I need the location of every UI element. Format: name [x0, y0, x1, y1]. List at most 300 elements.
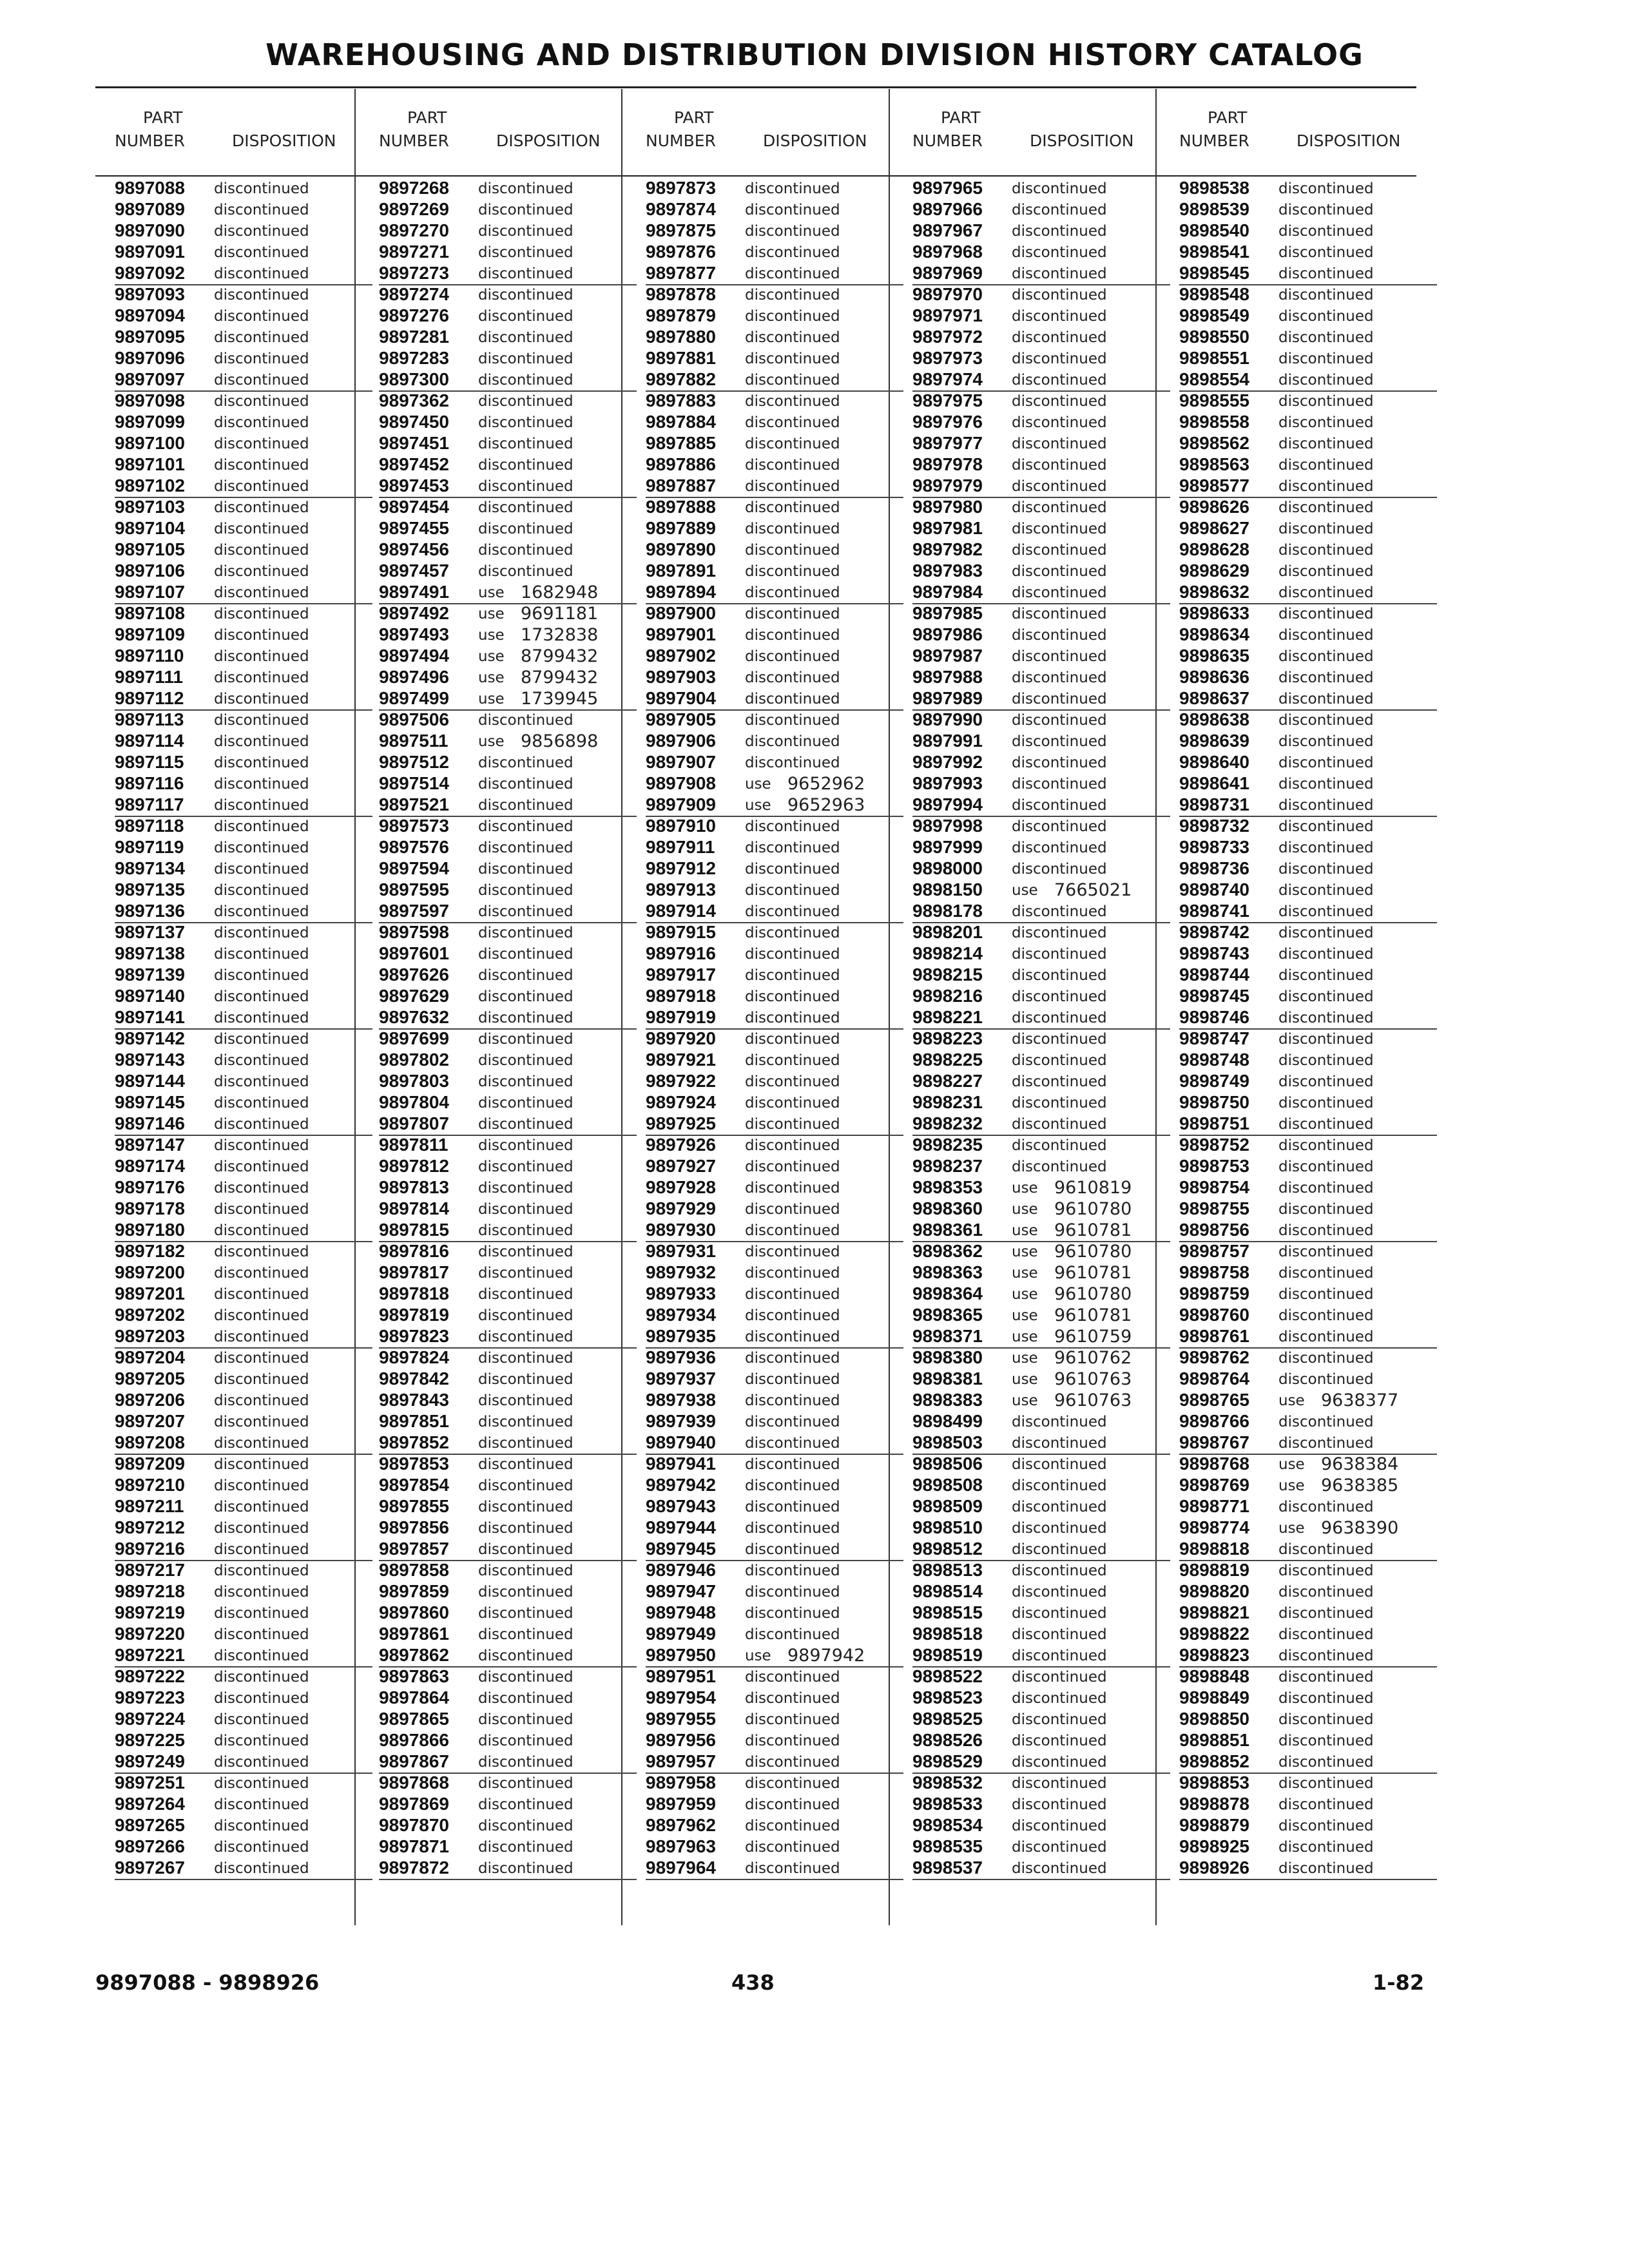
part-number: 9898641: [1179, 773, 1250, 793]
disposition-text: discontinued: [1012, 478, 1107, 495]
disposition-text: discontinued: [1012, 414, 1107, 431]
part-number: 9897918: [646, 986, 717, 1006]
disposition: [214, 329, 309, 346]
disposition: [1278, 244, 1374, 261]
disposition-text: discontinued: [1012, 1541, 1107, 1558]
part-number: 9898237: [912, 1156, 983, 1176]
table-row: [1179, 773, 1437, 794]
table-row: [115, 582, 372, 604]
disposition: [1012, 691, 1107, 707]
table-row: [912, 646, 1170, 667]
part-number: 9897116: [115, 773, 184, 793]
table-row: [1179, 1517, 1437, 1539]
disposition: [214, 1754, 309, 1771]
table-row: [379, 879, 637, 901]
table-row: [379, 986, 637, 1007]
part-number: 9897911: [646, 837, 715, 857]
table-row: [1179, 1836, 1437, 1858]
column-header-part: PART: [674, 108, 714, 127]
disposition: [214, 223, 309, 240]
disposition: [214, 1711, 309, 1728]
disposition-text: discontinued: [478, 1711, 574, 1728]
table-row: [912, 561, 1170, 582]
disposition: [478, 1435, 574, 1452]
part-number: 9897104: [115, 518, 186, 538]
disposition-text: discontinued: [1012, 946, 1107, 963]
disposition-text: use: [478, 733, 505, 750]
replacement-part-number: 9610763: [1054, 1369, 1132, 1389]
part-number: 9897964: [646, 1858, 717, 1878]
part-number: 9897601: [379, 943, 450, 963]
disposition: [478, 1477, 574, 1494]
disposition: [214, 1307, 309, 1324]
disposition-text: discontinued: [1278, 627, 1374, 644]
part-number: 9897994: [912, 794, 983, 814]
disposition-text: discontinued: [1012, 1754, 1107, 1771]
disposition-text: discontinued: [478, 1222, 574, 1239]
part-number: 9897928: [646, 1177, 717, 1197]
disposition: [1278, 967, 1374, 984]
table-row: [912, 1071, 1170, 1092]
disposition-text: discontinued: [478, 1669, 574, 1686]
table-row: [1179, 1007, 1437, 1030]
disposition-text: use: [1012, 1222, 1038, 1239]
disposition: [745, 925, 840, 941]
disposition-text: use: [1012, 1244, 1038, 1260]
disposition: [1278, 988, 1374, 1005]
disposition: [214, 1031, 309, 1048]
disposition-text: discontinued: [745, 287, 840, 303]
table-row: [379, 1666, 637, 1687]
disposition-text: discontinued: [214, 1541, 309, 1558]
table-row: [646, 1645, 903, 1667]
part-number: 9898733: [1179, 837, 1250, 857]
disposition-text: discontinued: [1278, 1775, 1374, 1792]
part-number: 9898746: [1179, 1007, 1250, 1027]
disposition-text: discontinued: [1278, 1733, 1374, 1749]
column-header-disposition: DISPOSITION: [1296, 131, 1401, 150]
disposition-text: discontinued: [1012, 797, 1107, 814]
disposition-text: discontinued: [1012, 372, 1107, 389]
disposition-text: discontinued: [1012, 1095, 1107, 1111]
part-number: 9897521: [379, 794, 450, 814]
part-number: 9898774: [1179, 1517, 1250, 1537]
disposition: [1012, 1818, 1107, 1834]
disposition-text: discontinued: [214, 1775, 309, 1792]
disposition: [478, 202, 574, 218]
disposition: [1278, 1839, 1374, 1856]
table-row: [912, 1687, 1170, 1709]
disposition: [214, 1733, 309, 1749]
disposition: [745, 1690, 840, 1707]
part-number: 9898629: [1179, 561, 1250, 581]
part-number: 9897102: [115, 476, 186, 495]
table-row: [912, 1113, 1170, 1136]
disposition-text: discontinued: [214, 1010, 309, 1026]
disposition-text: discontinued: [214, 1350, 309, 1367]
table-row: [379, 1135, 637, 1156]
disposition-text: discontinued: [478, 287, 574, 303]
disposition: [1012, 351, 1107, 367]
table-row: [912, 454, 1170, 476]
column-header-number: NUMBER: [1179, 131, 1249, 150]
part-number: 9897176: [115, 1177, 186, 1197]
disposition: [478, 1414, 574, 1430]
disposition-text: discontinued: [214, 967, 309, 984]
part-number: 9897859: [379, 1581, 450, 1601]
disposition-text: discontinued: [478, 436, 574, 452]
disposition-text: discontinued: [1012, 202, 1107, 218]
disposition-text: discontinued: [1278, 1839, 1374, 1856]
table-row: [646, 1283, 903, 1305]
disposition-text: discontinued: [745, 436, 840, 452]
table-row: [379, 518, 637, 539]
disposition-text: discontinued: [745, 903, 840, 920]
part-number: 9898526: [912, 1730, 983, 1750]
part-number: 9898523: [912, 1687, 983, 1707]
disposition-text: discontinued: [214, 797, 309, 814]
table-row: [115, 752, 372, 773]
disposition-text: discontinued: [1012, 1137, 1107, 1154]
disposition-text: discontinued: [1278, 1605, 1374, 1622]
part-number: 9897843: [379, 1390, 450, 1410]
replacement-part-number: 9610780: [1054, 1284, 1132, 1304]
disposition: [1012, 372, 1107, 389]
disposition-text: discontinued: [214, 265, 309, 282]
table-row: [646, 220, 903, 242]
part-number: 9897858: [379, 1560, 450, 1580]
part-number: 9897597: [379, 901, 450, 921]
disposition-text: discontinued: [478, 1626, 574, 1643]
part-number: 9897216: [115, 1539, 186, 1559]
part-number: 9897099: [115, 412, 186, 432]
disposition: [1012, 1435, 1107, 1452]
table-row: [115, 1836, 372, 1858]
disposition-text: discontinued: [1278, 457, 1374, 474]
disposition-text: discontinued: [214, 606, 309, 622]
disposition: [214, 1180, 309, 1196]
table-row: [912, 1050, 1170, 1071]
disposition-text: discontinued: [214, 351, 309, 367]
disposition-text: discontinued: [214, 563, 309, 580]
disposition-text: use: [1278, 1456, 1305, 1473]
disposition: [478, 1456, 574, 1473]
part-number: 9898639: [1179, 731, 1250, 751]
disposition: [214, 1116, 309, 1133]
table-row: [912, 305, 1170, 327]
part-number: 9897986: [912, 624, 983, 644]
disposition: [214, 1477, 309, 1494]
table-row: [1179, 1390, 1437, 1411]
disposition: [1012, 1562, 1107, 1579]
part-number: 9897137: [115, 922, 186, 942]
disposition-text: discontinued: [745, 223, 840, 240]
disposition-text: discontinued: [478, 1860, 574, 1877]
disposition-text: discontinued: [1012, 1690, 1107, 1707]
disposition-text: discontinued: [1278, 882, 1374, 899]
part-number: 9897943: [646, 1496, 717, 1516]
part-number: 9898371: [912, 1326, 983, 1346]
table-row: [646, 1773, 903, 1794]
disposition-text: discontinued: [745, 1562, 840, 1579]
replacement-part-number: 9610781: [1054, 1305, 1132, 1325]
table-row: [646, 1411, 903, 1432]
table-row: [1179, 1751, 1437, 1774]
part-number: 9897856: [379, 1517, 450, 1537]
table-row: [115, 1496, 372, 1517]
part-number: 9897804: [379, 1092, 450, 1112]
table-row: [646, 603, 903, 624]
part-number: 9897940: [646, 1432, 717, 1452]
disposition: [745, 967, 840, 984]
part-number: 9897938: [646, 1390, 717, 1410]
disposition-text: discontinued: [745, 1244, 840, 1260]
disposition-text: discontinued: [745, 1286, 840, 1303]
disposition: [478, 1520, 574, 1537]
part-number: 9897457: [379, 561, 450, 581]
disposition: [478, 542, 574, 559]
table-row: [115, 603, 372, 624]
table-row: [379, 1517, 637, 1539]
part-number: 9897876: [646, 242, 717, 262]
disposition-text: discontinued: [478, 542, 574, 559]
table-row: [646, 1092, 903, 1113]
part-number: 9897220: [115, 1624, 186, 1644]
disposition-text: discontinued: [214, 308, 309, 325]
table-row: [115, 1858, 372, 1880]
disposition: [214, 1414, 309, 1430]
table-row: [646, 1815, 903, 1836]
part-number: 9897499: [379, 688, 450, 708]
disposition-text: discontinued: [745, 1499, 840, 1515]
part-number: 9897092: [115, 263, 186, 283]
disposition: [478, 1562, 574, 1579]
disposition: [478, 712, 574, 729]
disposition: [745, 627, 840, 644]
part-number: 9898540: [1179, 220, 1250, 240]
disposition: [1012, 1369, 1132, 1389]
part-number: 9897819: [379, 1305, 450, 1325]
part-number: 9897105: [115, 539, 186, 559]
disposition: [745, 1095, 840, 1111]
disposition-text: discontinued: [1278, 265, 1374, 282]
disposition-text: discontinued: [1278, 606, 1374, 622]
disposition: [478, 1116, 574, 1133]
table-row: [379, 178, 637, 199]
table-row: [379, 667, 637, 688]
disposition: [745, 1775, 840, 1792]
disposition: [745, 1244, 840, 1260]
table-row: [646, 794, 903, 817]
disposition: [1278, 1690, 1374, 1707]
disposition: [214, 797, 309, 814]
part-number: 9897929: [646, 1198, 717, 1218]
disposition-text: discontinued: [1278, 1499, 1374, 1515]
disposition-text: discontinued: [745, 1222, 840, 1239]
disposition: [478, 265, 574, 282]
table-row: [646, 922, 903, 943]
disposition: [214, 1350, 309, 1367]
disposition-text: discontinued: [745, 669, 840, 686]
disposition: [1012, 1584, 1107, 1600]
part-number: 9897900: [646, 603, 717, 623]
part-number: 9898539: [1179, 199, 1250, 219]
disposition: [478, 308, 574, 325]
table-row: [912, 348, 1170, 369]
disposition-text: discontinued: [478, 265, 574, 282]
part-number: 9897954: [646, 1687, 717, 1707]
disposition: [745, 351, 840, 367]
part-number: 9897959: [646, 1794, 717, 1814]
disposition: [1278, 1711, 1374, 1728]
part-number: 9897904: [646, 688, 717, 708]
header-rule: [95, 175, 1416, 177]
part-number: 9897874: [646, 199, 717, 219]
table-row: [646, 561, 903, 582]
disposition: [478, 1796, 574, 1813]
disposition-text: discontinued: [1278, 1158, 1374, 1175]
table-row: [379, 1347, 637, 1369]
table-row: [1179, 305, 1437, 327]
replacement-part-number: 8799432: [521, 646, 599, 666]
table-row: [646, 1560, 903, 1581]
disposition: [1012, 648, 1107, 665]
table-row: [115, 1539, 372, 1561]
disposition-text: discontinued: [745, 840, 840, 856]
table-row: [115, 624, 372, 646]
disposition: [478, 967, 574, 984]
table-row: [1179, 1411, 1437, 1432]
disposition: [1012, 1796, 1107, 1813]
table-row: [379, 794, 637, 817]
disposition: [745, 1307, 840, 1324]
disposition: [478, 1499, 574, 1515]
disposition-text: discontinued: [1012, 1456, 1107, 1473]
disposition-text: discontinued: [745, 202, 840, 218]
disposition-text: discontinued: [214, 436, 309, 452]
disposition-text: discontinued: [745, 1711, 840, 1728]
table-row: [379, 1028, 637, 1050]
part-number: 9898745: [1179, 986, 1250, 1006]
disposition-text: discontinued: [1012, 457, 1107, 474]
disposition-text: discontinued: [1012, 393, 1107, 410]
table-row: [115, 1092, 372, 1113]
disposition-text: discontinued: [1278, 1244, 1374, 1260]
disposition: [478, 1137, 574, 1154]
disposition-text: discontinued: [478, 1414, 574, 1430]
part-number: 9897268: [379, 178, 450, 198]
disposition: [1278, 818, 1374, 835]
disposition: [214, 1265, 309, 1282]
column-header-part: PART: [143, 108, 183, 127]
table-row: [912, 879, 1170, 901]
disposition-text: discontinued: [214, 202, 309, 218]
disposition-text: discontinued: [745, 1605, 840, 1622]
table-row: [646, 582, 903, 604]
part-number: 9897962: [646, 1815, 717, 1835]
part-number: 9897882: [646, 369, 717, 389]
disposition: [1012, 584, 1107, 601]
table-row: [379, 1326, 637, 1349]
disposition-text: discontinued: [1278, 1414, 1374, 1430]
disposition: [214, 1137, 309, 1154]
disposition: [478, 1605, 574, 1622]
disposition-text: discontinued: [745, 882, 840, 899]
disposition: [745, 478, 840, 495]
disposition-text: discontinued: [214, 1244, 309, 1260]
table-row: [912, 1326, 1170, 1349]
table-row: [379, 1751, 637, 1774]
part-number: 9898383: [912, 1390, 983, 1410]
disposition-text: discontinued: [1278, 1648, 1374, 1664]
disposition-text: discontinued: [1012, 1073, 1107, 1090]
disposition: [745, 542, 840, 559]
disposition-text: discontinued: [478, 1095, 574, 1111]
table-row: [115, 794, 372, 817]
table-row: [379, 1475, 637, 1496]
part-number: 9897966: [912, 199, 983, 219]
disposition-text: discontinued: [1012, 1414, 1107, 1430]
disposition-text: discontinued: [478, 1818, 574, 1834]
part-number: 9897889: [646, 518, 717, 538]
disposition-text: discontinued: [745, 1116, 840, 1133]
table-row: [912, 1751, 1170, 1774]
table-row: [115, 476, 372, 498]
disposition: [214, 1584, 309, 1600]
disposition: [478, 393, 574, 410]
part-number: 9897632: [379, 1007, 450, 1027]
table-row: [1179, 1092, 1437, 1113]
disposition: [478, 604, 599, 624]
disposition: [478, 840, 574, 856]
disposition: [745, 265, 840, 282]
part-number: 9897264: [115, 1794, 186, 1814]
disposition: [1012, 1414, 1107, 1430]
part-number: 9897974: [912, 369, 983, 389]
disposition-text: discontinued: [478, 1073, 574, 1090]
table-row: [912, 603, 1170, 624]
disposition: [1012, 1284, 1132, 1304]
part-number: 9897879: [646, 305, 717, 325]
table-row: [115, 1198, 372, 1220]
part-number: 9897699: [379, 1028, 450, 1048]
part-number: 9897094: [115, 305, 186, 325]
disposition: [745, 436, 840, 452]
disposition: [745, 1350, 840, 1367]
table-row: [379, 1305, 637, 1326]
disposition-text: discontinued: [1278, 1073, 1374, 1090]
disposition: [1278, 1648, 1374, 1664]
part-number: 9898818: [1179, 1539, 1250, 1559]
disposition-text: discontinued: [478, 1286, 574, 1303]
part-number: 9897629: [379, 986, 450, 1006]
part-number: 9897941: [646, 1454, 717, 1474]
disposition: [1012, 1626, 1107, 1643]
part-number: 9897205: [115, 1369, 186, 1389]
table-row: [115, 284, 372, 305]
disposition: [478, 1392, 574, 1409]
disposition-text: discontinued: [214, 1137, 309, 1154]
disposition-text: discontinued: [1012, 1775, 1107, 1792]
disposition: [478, 1690, 574, 1707]
disposition: [1278, 754, 1374, 771]
replacement-part-number: 9856898: [521, 731, 599, 751]
part-number: 9897224: [115, 1709, 186, 1729]
table-row: [115, 1794, 372, 1815]
table-row: [379, 582, 637, 604]
disposition: [745, 648, 840, 665]
disposition: [214, 1244, 309, 1260]
